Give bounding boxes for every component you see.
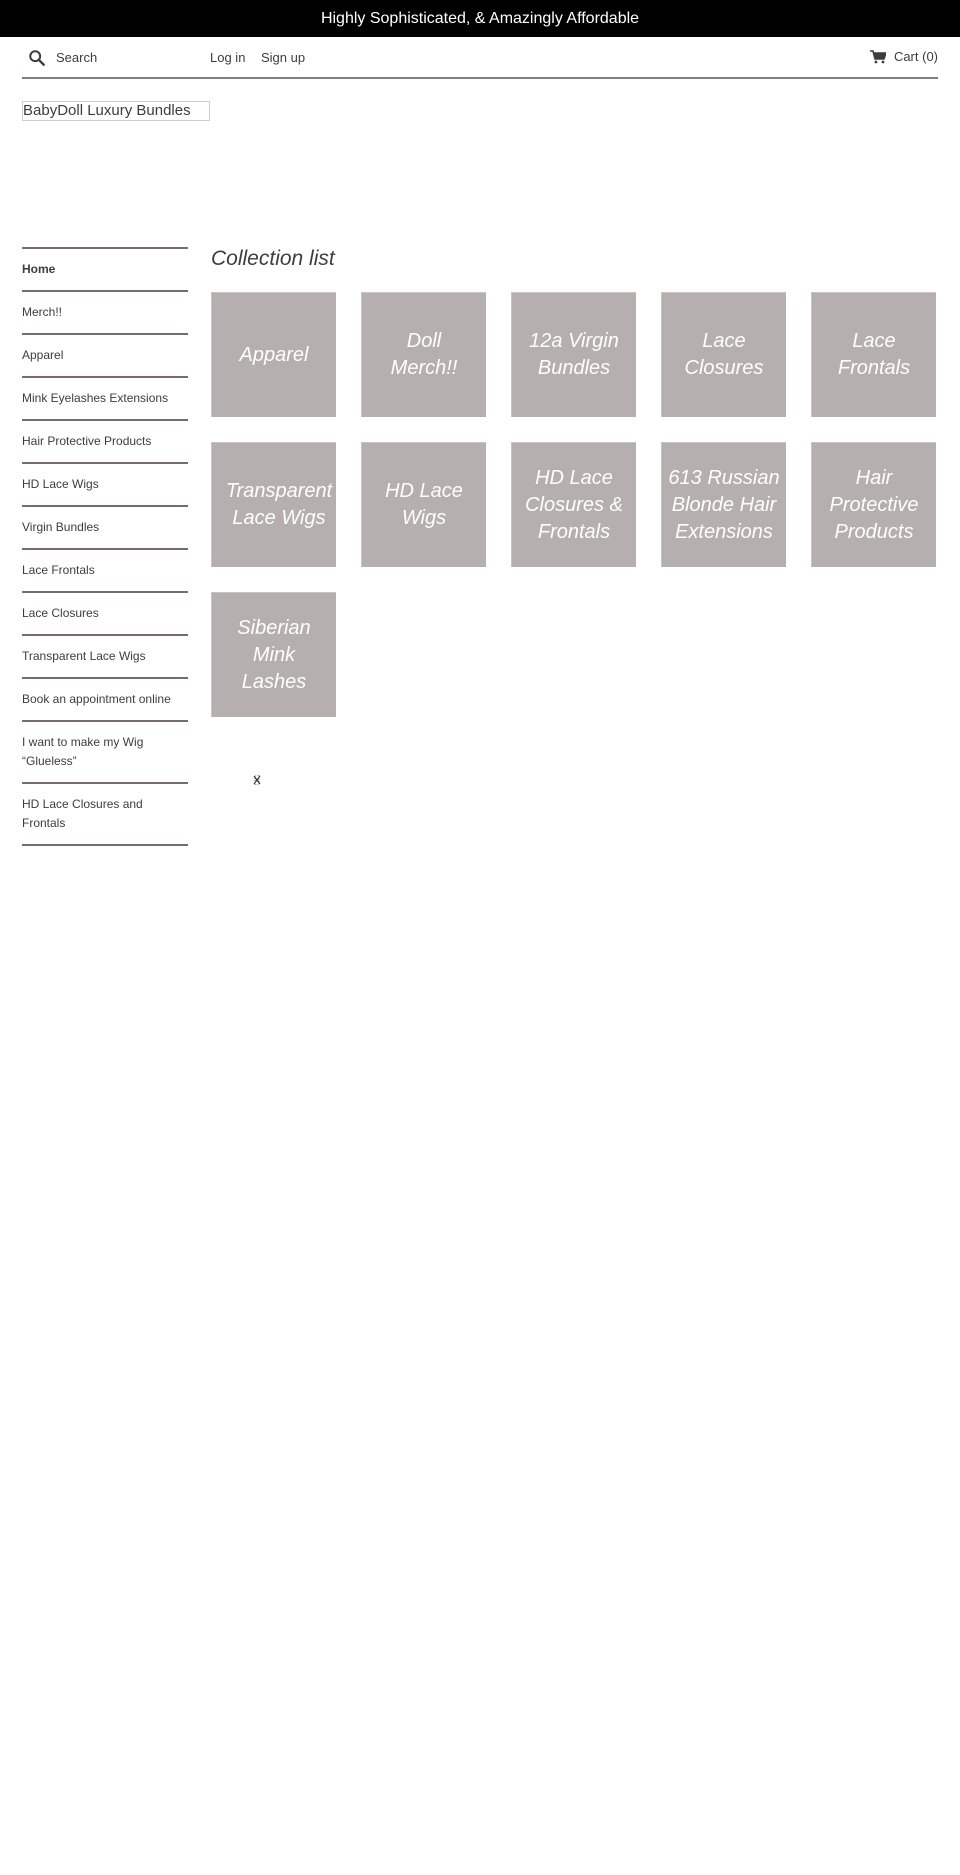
login-link[interactable]: Log in (210, 50, 246, 65)
collection-label: 12a Virgin Bundles (529, 330, 619, 379)
page-title: Collection list (211, 247, 335, 270)
search-input[interactable] (56, 47, 216, 67)
collection-tile[interactable] (661, 292, 786, 417)
sidebar-item-virgin-bundles[interactable]: Virgin Bundles (22, 507, 188, 550)
collection-tile[interactable] (361, 292, 486, 417)
sidebar-item-lace-closures[interactable]: Lace Closures (22, 593, 188, 636)
sidebar-item-apparel[interactable]: Apparel (22, 335, 188, 378)
collection-tile[interactable] (211, 442, 336, 567)
broken-image-icon (253, 775, 261, 785)
collection-tile[interactable] (211, 292, 336, 417)
sidebar-item-home[interactable]: Home (22, 249, 188, 292)
collection-tile[interactable] (811, 442, 936, 567)
sidebar-item-book-appointment[interactable]: Book an appointment online (22, 679, 188, 722)
collection-tile[interactable] (211, 592, 336, 717)
sidebar-item-mink-eyelashes[interactable]: Mink Eyelashes Extensions (22, 378, 188, 421)
site-header (22, 37, 938, 79)
sidebar-item-hd-lace-closures-frontals[interactable]: HD Lace Closures and Frontals (22, 784, 188, 846)
cart-label: Cart (0) (893, 49, 938, 64)
cart-icon (870, 50, 886, 64)
collection-label: Transparent Lace Wigs (225, 480, 333, 529)
announcement-text: Highly Sophisticated, & Amazingly Affordable (320, 9, 640, 27)
collection-label: Doll Merch!! (390, 330, 458, 379)
collection-label: Lace Frontals (837, 330, 911, 379)
site-logo[interactable]: BabyDoll Luxury Bundles (22, 101, 210, 121)
search-icon[interactable] (28, 49, 46, 67)
collection-grid (211, 292, 938, 717)
collection-label: Siberian Mink Lashes (237, 616, 311, 693)
sidebar-item-glueless-wig[interactable]: I want to make my Wig “Glueless” (22, 722, 188, 784)
collection-label: HD Lace Wigs (385, 480, 463, 529)
signup-link[interactable]: Sign up (261, 50, 306, 65)
collection-tile[interactable] (361, 442, 486, 567)
sidebar-item-lace-frontals[interactable]: Lace Frontals (22, 550, 188, 593)
announcement-bar (0, 0, 960, 37)
sidebar-nav (22, 247, 188, 846)
collection-label: Lace Closures (684, 330, 764, 379)
collection-tile[interactable] (511, 442, 636, 567)
collection-label: Apparel (239, 343, 309, 366)
sidebar-item-transparent-lace-wigs[interactable]: Transparent Lace Wigs (22, 636, 188, 679)
cart-link[interactable] (870, 49, 938, 64)
collection-tile[interactable] (811, 292, 936, 417)
sidebar-item-hair-protective[interactable]: Hair Protective Products (22, 421, 188, 464)
sidebar-item-merch[interactable]: Merch!! (22, 292, 188, 335)
collection-label: 613 Russian Blonde Hair Extensions (668, 466, 780, 543)
sidebar-item-hd-lace-wigs[interactable]: HD Lace Wigs (22, 464, 188, 507)
collection-label: HD Lace Closures & Frontals (525, 466, 623, 543)
collection-label: Hair Protective Products (829, 466, 919, 543)
collection-tile[interactable] (661, 442, 786, 567)
collection-tile[interactable] (511, 292, 636, 417)
